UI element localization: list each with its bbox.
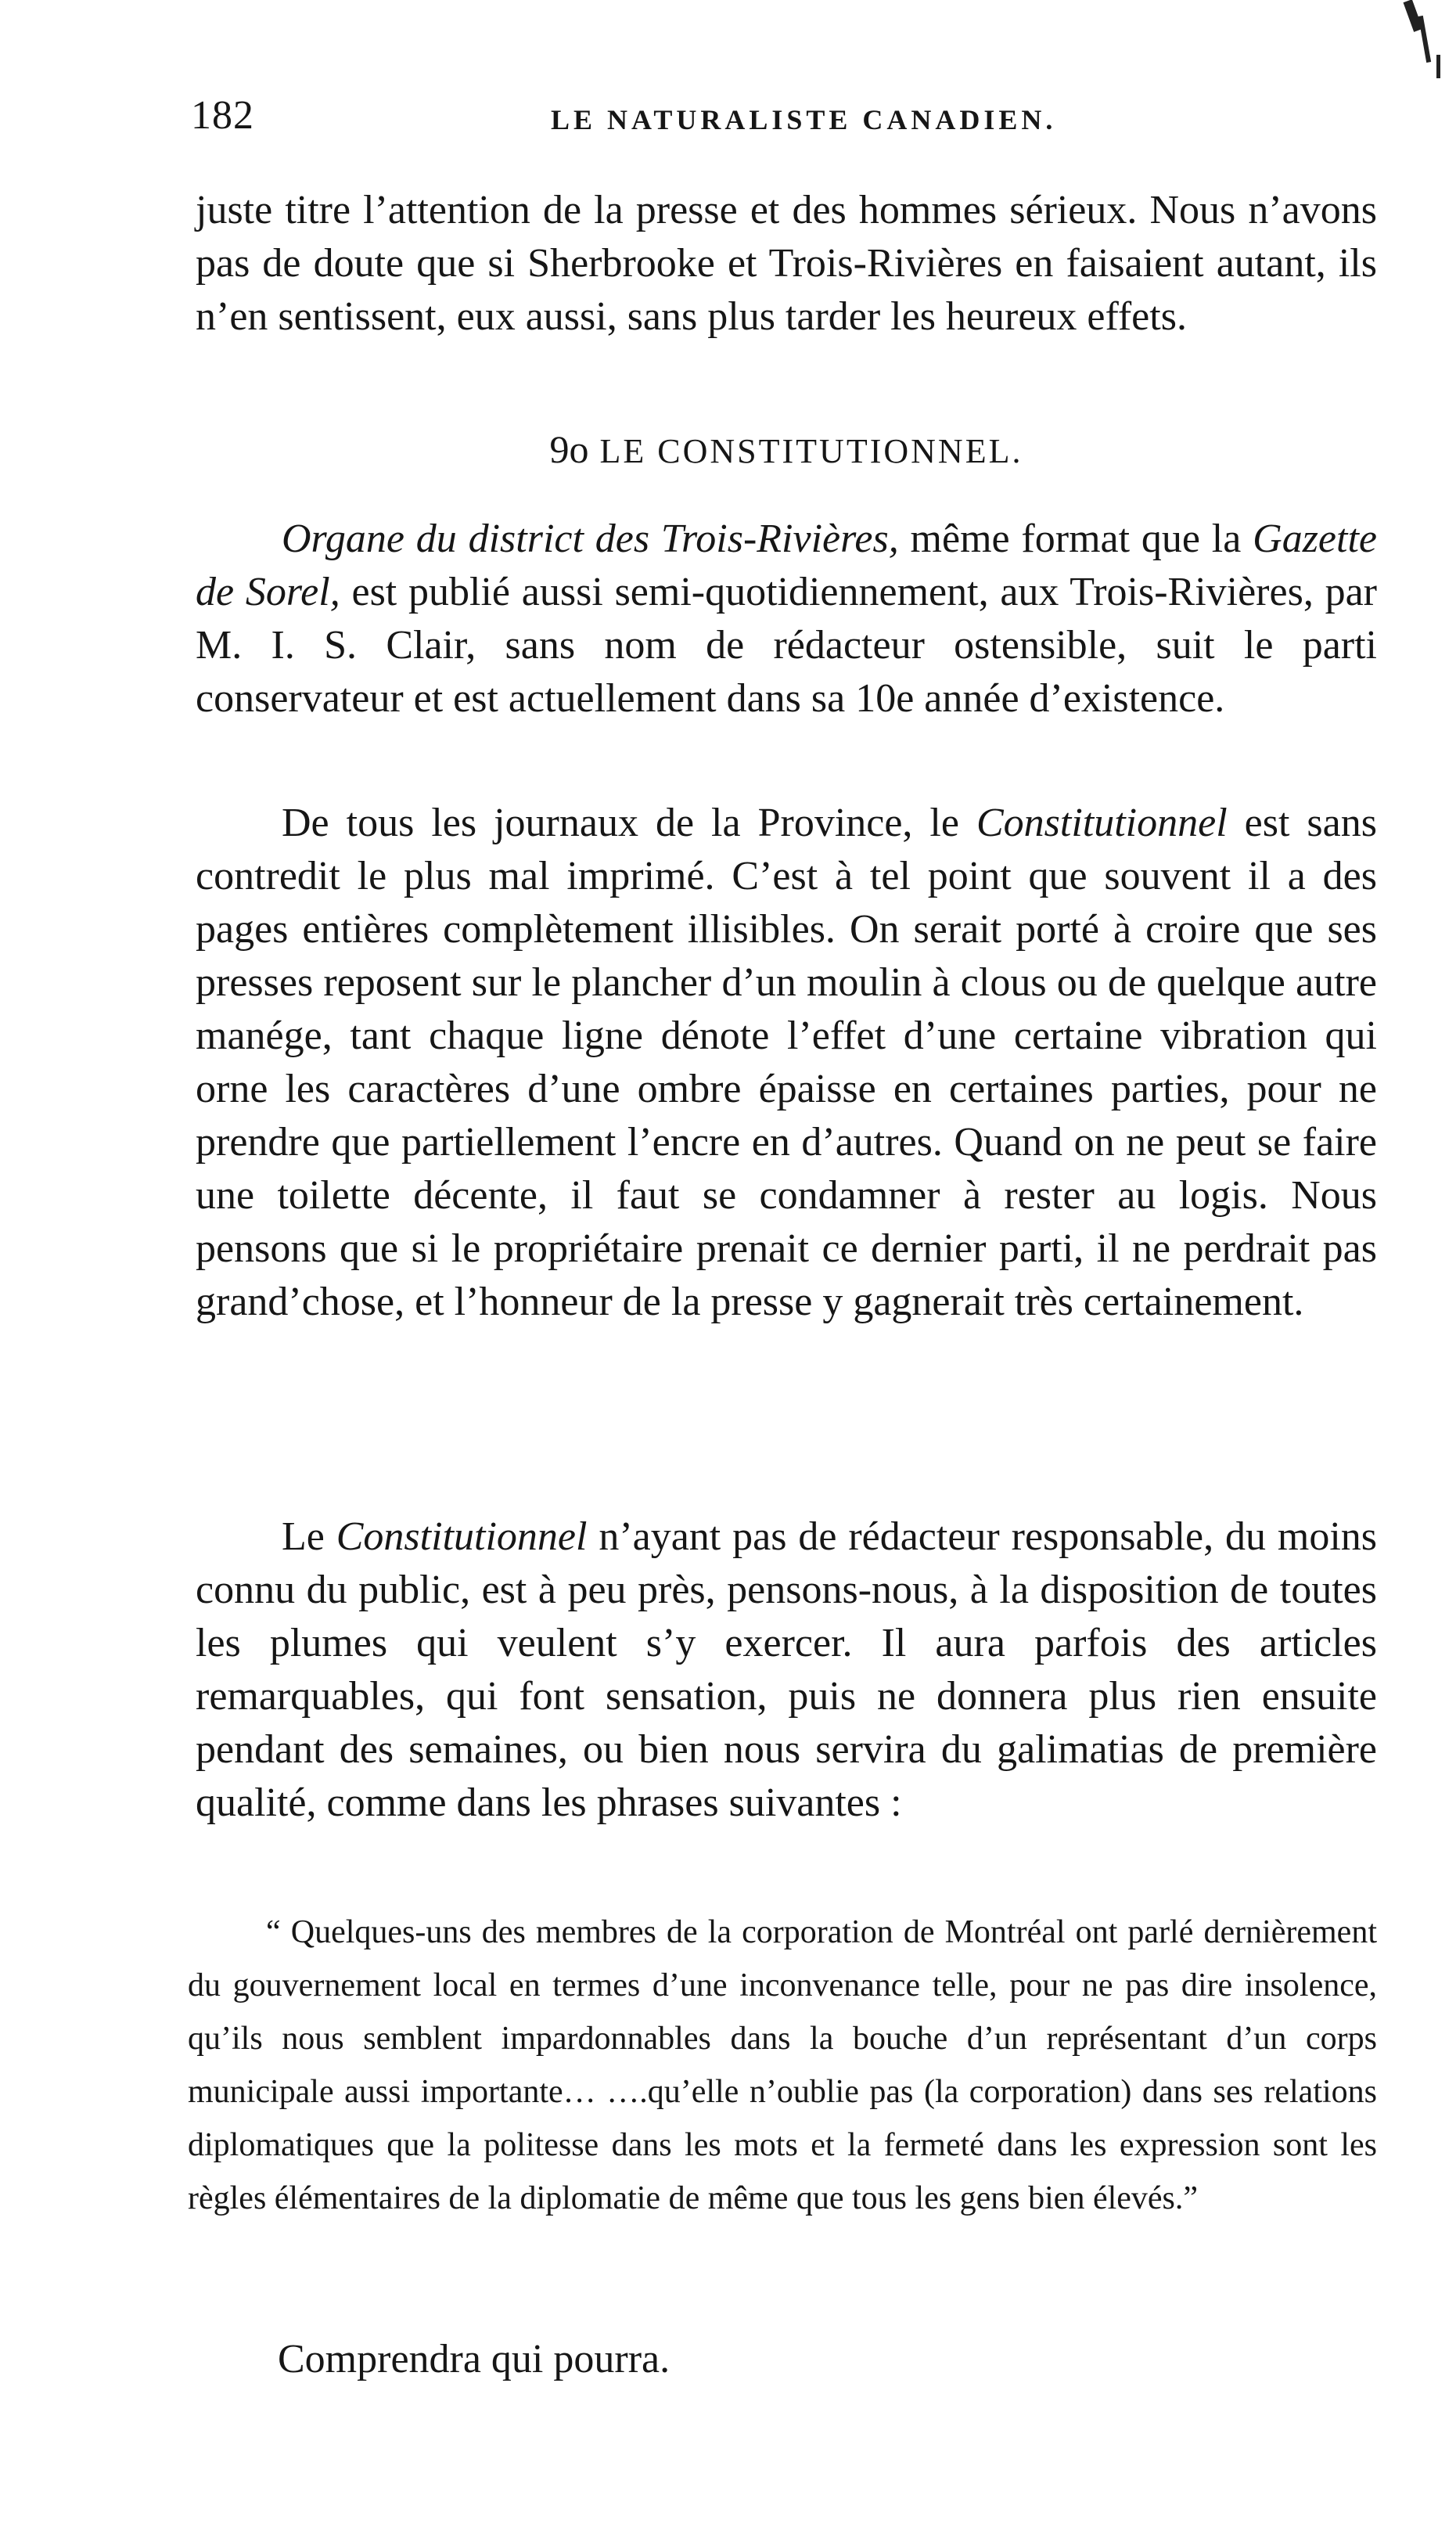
paragraph-text: De tous les journaux de la Province, le: [282, 801, 976, 845]
scan-mark: [1436, 55, 1440, 78]
italic-newspaper-title: Constitutionnel: [336, 1514, 588, 1559]
paragraph-text: est publié aussi semi-quotidiennement, aux Trois-Rivières, par M. I. S. Clair, sans nom de rédacteur ostensible, suit le parti conservateur et est actuellement dans sa 10e année d’existence.: [196, 570, 1377, 721]
italic-newspaper-title: Constitutionnel: [976, 801, 1228, 845]
paragraph-text: est sans contredit le plus mal imprimé. C’est à tel point que souvent il a des pages entières complètement illisibles. On serait porté à croire que ses presses reposent sur le plancher d’un moulin à clous ou de quelque autre manége, tant chaque ligne dénote l’effet d’une certaine vibration qui orne les caractères d’une ombre épaisse en certaines parties, pour ne prendre que partiellement l’encre en d’autres. Quand on ne peut se faire une toilette décente, il faut se condamner à rester au logis. Nous pensons que si le propriétaire prenait ce dernier parti, il ne perdrait pas grand’chose, et l’honneur de la presse y gagnerait très certainement.: [196, 801, 1377, 1324]
page-header: [191, 92, 1231, 147]
paragraph-text: n’ayant pas de rédacteur responsable, du moins connu du public, est à peu près, pensons-nous, à la disposition de toutes les plumes qui veulent s’y exercer. Il aura parfois des articles remarquables, qui font sensation, puis ne donnera plus rien ensuite pendant des semaines, ou bien nous servira du galimatias de première qualité, comme dans les phrases suivantes :: [196, 1514, 1378, 1825]
paragraph-description: [196, 513, 1377, 725]
closing-line: Comprendra qui pourra.: [278, 2337, 670, 2381]
italic-district: Organe du district des Trois-Rivières,: [282, 517, 899, 561]
page-number: 182: [191, 93, 254, 138]
block-quote: “ Quelques-uns des membres de la corporation de Montréal ont parlé dernièrement du gouvernement local en termes d’une inconvenance telle, pour ne pas dire insolence, qu’ils nous semblent impardonnables dans la bouche d’un représentant d’un corps municipale aussi importante… ….qu’elle n’oublie pas (la corporation) dans ses relations diplomatiques que la politesse dans les mots et la fermeté dans les expression sont les règles élémentaires de la diplomatie de même que tous les gens bien élevés.”: [188, 1914, 1377, 2216]
paragraph-text: Le: [282, 1514, 336, 1559]
italic-newspaper-title: Gazette de Sorel,: [196, 517, 1377, 614]
paragraph-text: même format que la: [898, 517, 1253, 561]
running-title: LE NATURALISTE CANADIEN.: [551, 104, 1057, 135]
paragraph-printing-quality: [196, 797, 1377, 1329]
section-title: LE CONSTITUTIONNEL.: [599, 432, 1023, 470]
paragraph-editorial: [196, 1510, 1377, 1830]
scan-mark: [1418, 16, 1431, 63]
continuation-paragraph: juste titre l’attention de la presse et des hommes sérieux. Nous n’avons pas de doute que si Sherbrooke et Trois-Rivières en faisaient autant, ils n’en sentissent, eux aussi, sans plus tarder les heureux effets.: [196, 188, 1377, 339]
section-number: 9o: [549, 427, 589, 471]
section-heading: [196, 427, 1377, 472]
